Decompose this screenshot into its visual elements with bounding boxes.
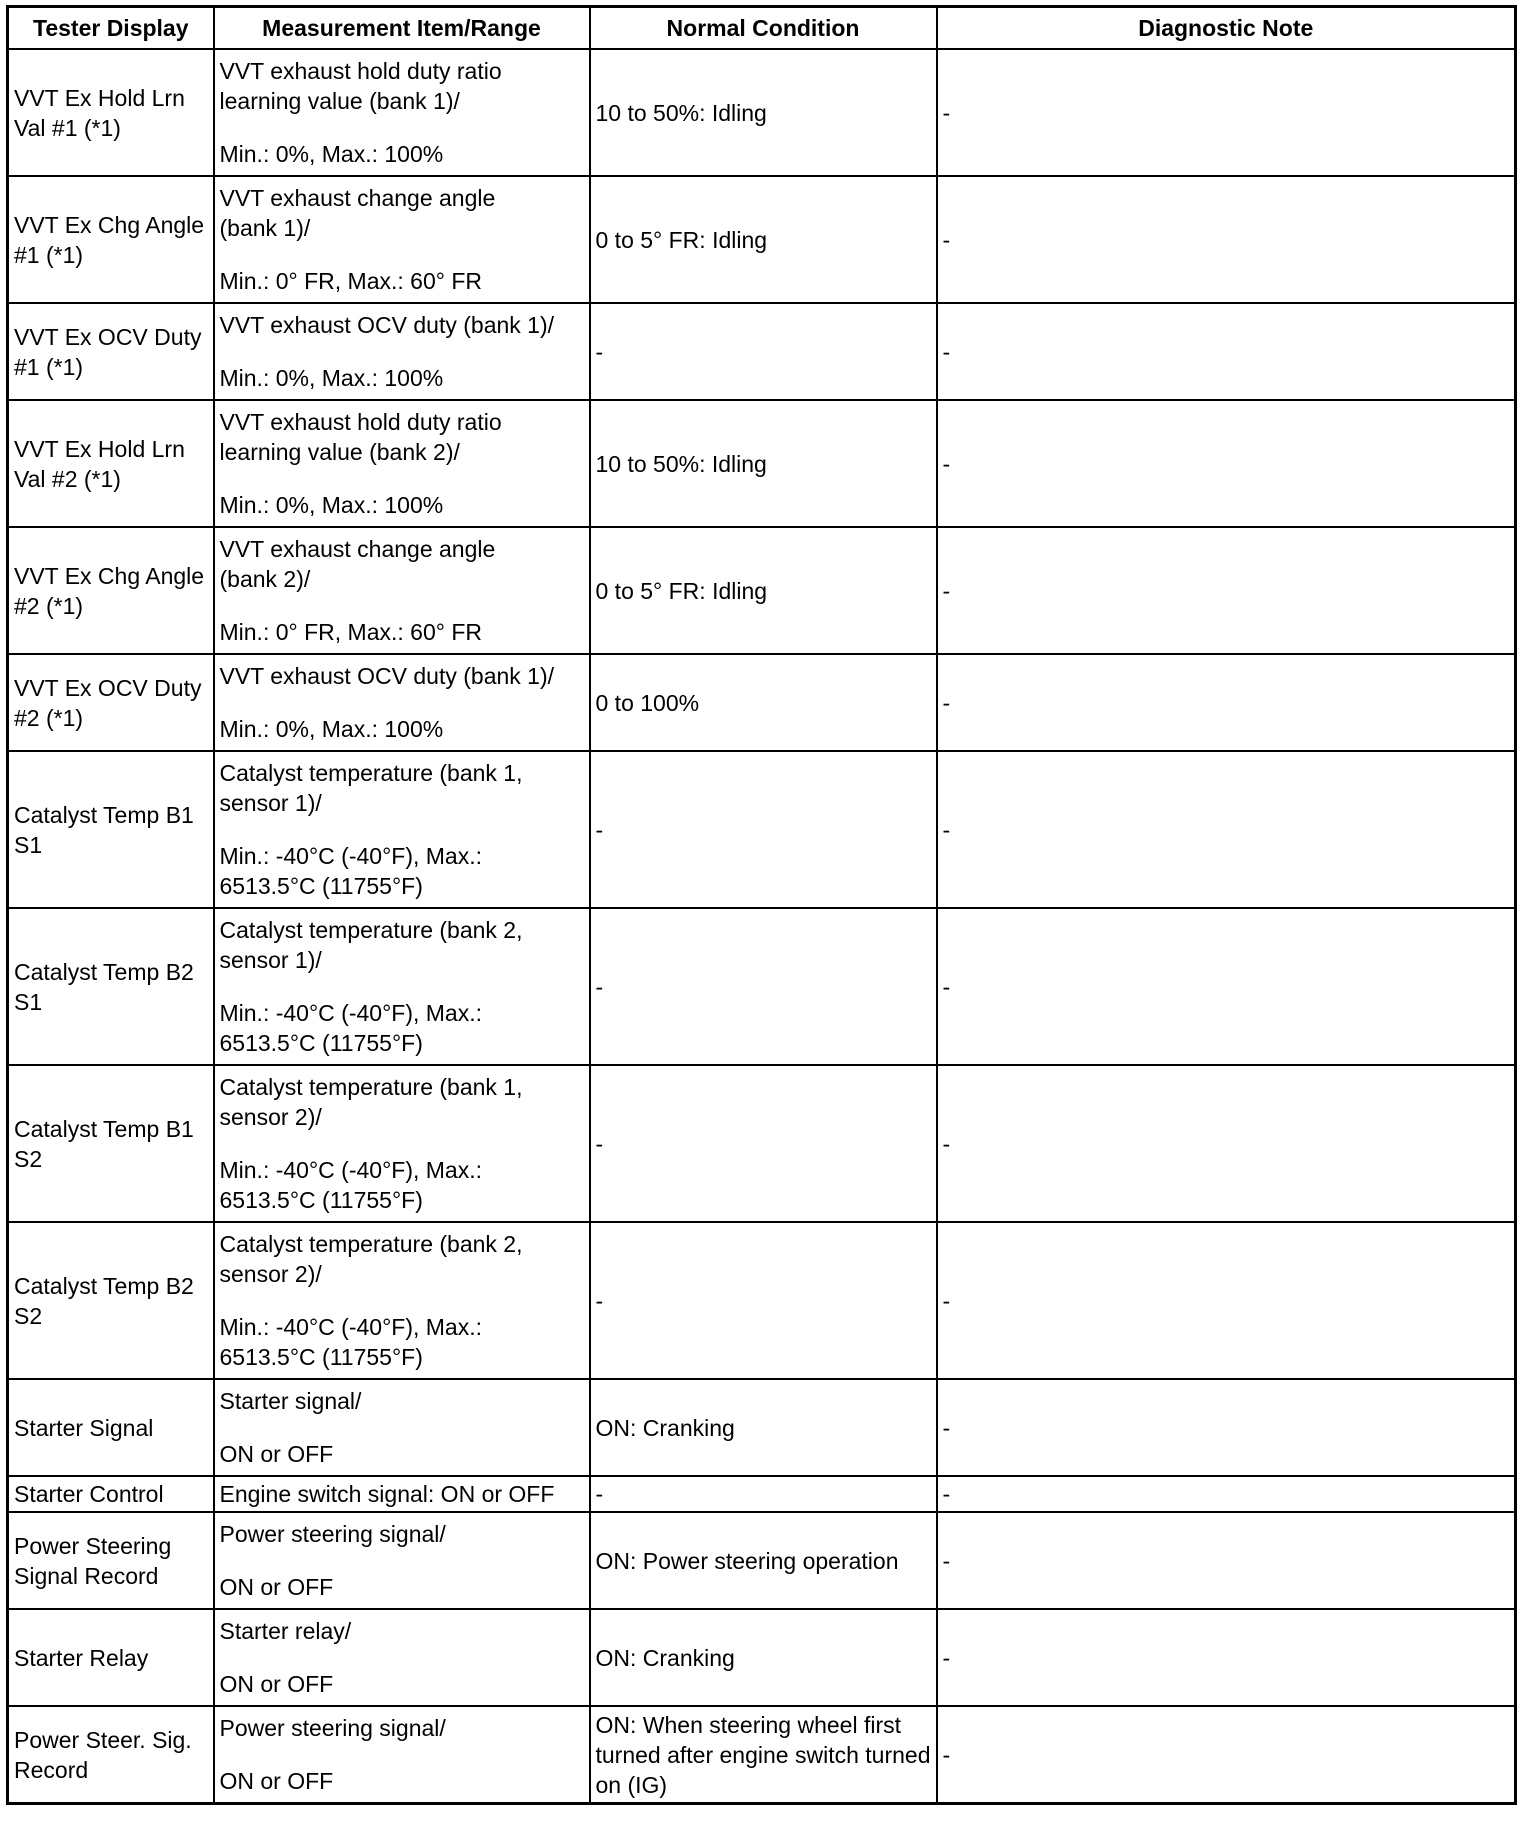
table-body	[8, 49, 1516, 1804]
normal-condition-cell: -	[590, 908, 937, 1065]
header-normal-condition: Normal Condition	[590, 7, 937, 50]
table-row	[8, 654, 1516, 751]
measurement-item-line: Catalyst temperature (bank 1,	[219, 760, 523, 786]
line-gap	[220, 1132, 584, 1155]
measurement-item-cell	[214, 303, 590, 400]
measurement-item-cell	[214, 908, 590, 1065]
tester-display-cell: VVT Ex Hold Lrn Val #2 (*1)	[8, 400, 214, 527]
normal-condition-cell: -	[590, 303, 937, 400]
measurement-range-line: Min.: 0%, Max.: 100%	[219, 365, 444, 391]
measurement-range-line: ON or OFF	[219, 1574, 334, 1600]
header-diagnostic-note: Diagnostic Note	[937, 7, 1516, 50]
measurement-item-cell	[214, 1512, 590, 1609]
normal-condition-cell: 0 to 5° FR: Idling	[590, 527, 937, 654]
diagnostic-note-cell: -	[937, 1222, 1516, 1379]
measurement-item-line: sensor 2)/	[219, 1104, 322, 1130]
table-row	[8, 1609, 1516, 1706]
measurement-item-line: Engine switch signal: ON or OFF	[219, 1481, 555, 1507]
tester-display-cell: VVT Ex OCV Duty #2 (*1)	[8, 654, 214, 751]
measurement-item-line: VVT exhaust OCV duty (bank 1)/	[219, 312, 555, 338]
measurement-range-line: Min.: 0%, Max.: 100%	[219, 141, 444, 167]
diagnostic-note-cell: -	[937, 400, 1516, 527]
measurement-item-line: VVT exhaust hold duty ratio	[219, 58, 502, 84]
table-row	[8, 1706, 1516, 1804]
normal-condition-cell: 0 to 5° FR: Idling	[590, 176, 937, 303]
measurement-item-line: Catalyst temperature (bank 2,	[219, 1231, 523, 1257]
measurement-range-line: ON or OFF	[219, 1768, 334, 1794]
tester-display-cell: Catalyst Temp B1 S2	[8, 1065, 214, 1222]
measurement-item-line: VVT exhaust hold duty ratio	[219, 409, 502, 435]
table-row	[8, 176, 1516, 303]
line-gap	[220, 975, 584, 998]
line-gap	[220, 467, 584, 490]
measurement-item-cell	[214, 1706, 590, 1804]
normal-condition-cell: -	[590, 1065, 937, 1222]
normal-condition-cell: ON: Cranking	[590, 1609, 937, 1706]
line-gap	[220, 1646, 584, 1669]
normal-condition-cell: ON: When steering wheel first turned after engine switch turned on (IG)	[590, 1706, 937, 1804]
measurement-item-line: Power steering signal/	[219, 1715, 446, 1741]
table-row	[8, 303, 1516, 400]
table-row	[8, 400, 1516, 527]
measurement-range-line: Min.: 0° FR, Max.: 60° FR	[219, 619, 483, 645]
normal-condition-cell: -	[590, 1476, 937, 1512]
measurement-item-line: learning value (bank 2)/	[219, 439, 460, 465]
diagnostic-note-cell: -	[937, 654, 1516, 751]
normal-condition-cell: ON: Cranking	[590, 1379, 937, 1476]
tester-display-cell: Starter Control	[8, 1476, 214, 1512]
tester-display-cell: Starter Signal	[8, 1379, 214, 1476]
diagnostic-note-cell: -	[937, 751, 1516, 908]
measurement-range-line: Min.: -40°C (-40°F), Max.:	[219, 1000, 482, 1026]
diagnostic-note-cell: -	[937, 1609, 1516, 1706]
diagnostic-note-cell: -	[937, 1476, 1516, 1512]
measurement-item-line: sensor 2)/	[219, 1261, 322, 1287]
table-row	[8, 1512, 1516, 1609]
measurement-item-line: (bank 1)/	[219, 215, 311, 241]
measurement-item-cell	[214, 1065, 590, 1222]
line-gap	[220, 1416, 584, 1439]
data-list-table-container	[6, 5, 1514, 1805]
tester-display-cell: Power Steer. Sig. Record	[8, 1706, 214, 1804]
diagnostic-note-cell: -	[937, 1379, 1516, 1476]
table-row	[8, 1222, 1516, 1379]
diagnostic-note-cell: -	[937, 527, 1516, 654]
tester-display-cell: VVT Ex Hold Lrn Val #1 (*1)	[8, 49, 214, 176]
normal-condition-cell: 10 to 50%: Idling	[590, 400, 937, 527]
diagnostic-note-cell: -	[937, 1706, 1516, 1804]
diagnostic-note-cell: -	[937, 49, 1516, 176]
measurement-item-line: VVT exhaust change angle	[219, 185, 496, 211]
measurement-item-line: VVT exhaust change angle	[219, 536, 496, 562]
measurement-item-cell	[214, 527, 590, 654]
diagnostic-note-cell: -	[937, 1065, 1516, 1222]
measurement-range-line: ON or OFF	[219, 1671, 334, 1697]
measurement-range-line: 6513.5°C (11755°F)	[219, 1187, 423, 1213]
line-gap	[220, 116, 584, 139]
line-gap	[220, 1743, 584, 1766]
tester-display-cell: VVT Ex Chg Angle #2 (*1)	[8, 527, 214, 654]
measurement-range-line: 6513.5°C (11755°F)	[219, 1344, 423, 1370]
table-row	[8, 751, 1516, 908]
measurement-range-line: Min.: 0%, Max.: 100%	[219, 492, 444, 518]
table-row	[8, 49, 1516, 176]
measurement-item-cell	[214, 49, 590, 176]
table-row	[8, 1476, 1516, 1512]
line-gap	[220, 1289, 584, 1312]
tester-display-cell: VVT Ex Chg Angle #1 (*1)	[8, 176, 214, 303]
table-row	[8, 908, 1516, 1065]
measurement-range-line: Min.: 0° FR, Max.: 60° FR	[219, 268, 483, 294]
table-row	[8, 1065, 1516, 1222]
line-gap	[220, 243, 584, 266]
measurement-item-cell	[214, 751, 590, 908]
header-tester-display: Tester Display	[8, 7, 214, 50]
table-row	[8, 1379, 1516, 1476]
table-row	[8, 527, 1516, 654]
header-row	[8, 7, 1516, 50]
diagnostic-note-cell: -	[937, 908, 1516, 1065]
measurement-range-line: Min.: -40°C (-40°F), Max.:	[219, 1157, 482, 1183]
measurement-item-cell	[214, 654, 590, 751]
measurement-item-line: learning value (bank 1)/	[219, 88, 460, 114]
measurement-item-line: Catalyst temperature (bank 2,	[219, 917, 523, 943]
line-gap	[220, 818, 584, 841]
measurement-range-line: Min.: -40°C (-40°F), Max.:	[219, 843, 482, 869]
measurement-item-line: sensor 1)/	[219, 790, 322, 816]
normal-condition-cell: 0 to 100%	[590, 654, 937, 751]
measurement-item-line: Starter signal/	[219, 1388, 362, 1414]
tester-display-cell: Catalyst Temp B2 S2	[8, 1222, 214, 1379]
measurement-item-cell	[214, 1379, 590, 1476]
normal-condition-cell: 10 to 50%: Idling	[590, 49, 937, 176]
line-gap	[220, 691, 584, 714]
normal-condition-cell: ON: Power steering operation	[590, 1512, 937, 1609]
measurement-item-cell	[214, 400, 590, 527]
measurement-range-line: 6513.5°C (11755°F)	[219, 873, 423, 899]
measurement-range-line: Min.: -40°C (-40°F), Max.:	[219, 1314, 482, 1340]
measurement-item-cell	[214, 1609, 590, 1706]
line-gap	[220, 1549, 584, 1572]
line-gap	[220, 594, 584, 617]
normal-condition-cell: -	[590, 751, 937, 908]
measurement-item-cell	[214, 176, 590, 303]
measurement-item-line: VVT exhaust OCV duty (bank 1)/	[219, 663, 555, 689]
measurement-item-cell	[214, 1476, 590, 1512]
diagnostic-note-cell: -	[937, 1512, 1516, 1609]
tester-display-cell: Catalyst Temp B2 S1	[8, 908, 214, 1065]
header-measurement-item: Measurement Item/Range	[214, 7, 590, 50]
measurement-item-line: Starter relay/	[219, 1618, 352, 1644]
measurement-range-line: Min.: 0%, Max.: 100%	[219, 716, 444, 742]
tester-display-cell: Catalyst Temp B1 S1	[8, 751, 214, 908]
data-list-table	[6, 5, 1517, 1805]
diagnostic-note-cell: -	[937, 303, 1516, 400]
tester-display-cell: Power Steering Signal Record	[8, 1512, 214, 1609]
measurement-item-line: Catalyst temperature (bank 1,	[219, 1074, 523, 1100]
measurement-range-line: 6513.5°C (11755°F)	[219, 1030, 423, 1056]
tester-display-cell: Starter Relay	[8, 1609, 214, 1706]
measurement-item-line: Power steering signal/	[219, 1521, 446, 1547]
measurement-item-line: (bank 2)/	[219, 566, 311, 592]
measurement-item-cell	[214, 1222, 590, 1379]
line-gap	[220, 340, 584, 363]
tester-display-cell: VVT Ex OCV Duty #1 (*1)	[8, 303, 214, 400]
diagnostic-note-cell: -	[937, 176, 1516, 303]
measurement-range-line: ON or OFF	[219, 1441, 334, 1467]
measurement-item-line: sensor 1)/	[219, 947, 322, 973]
normal-condition-cell: -	[590, 1222, 937, 1379]
